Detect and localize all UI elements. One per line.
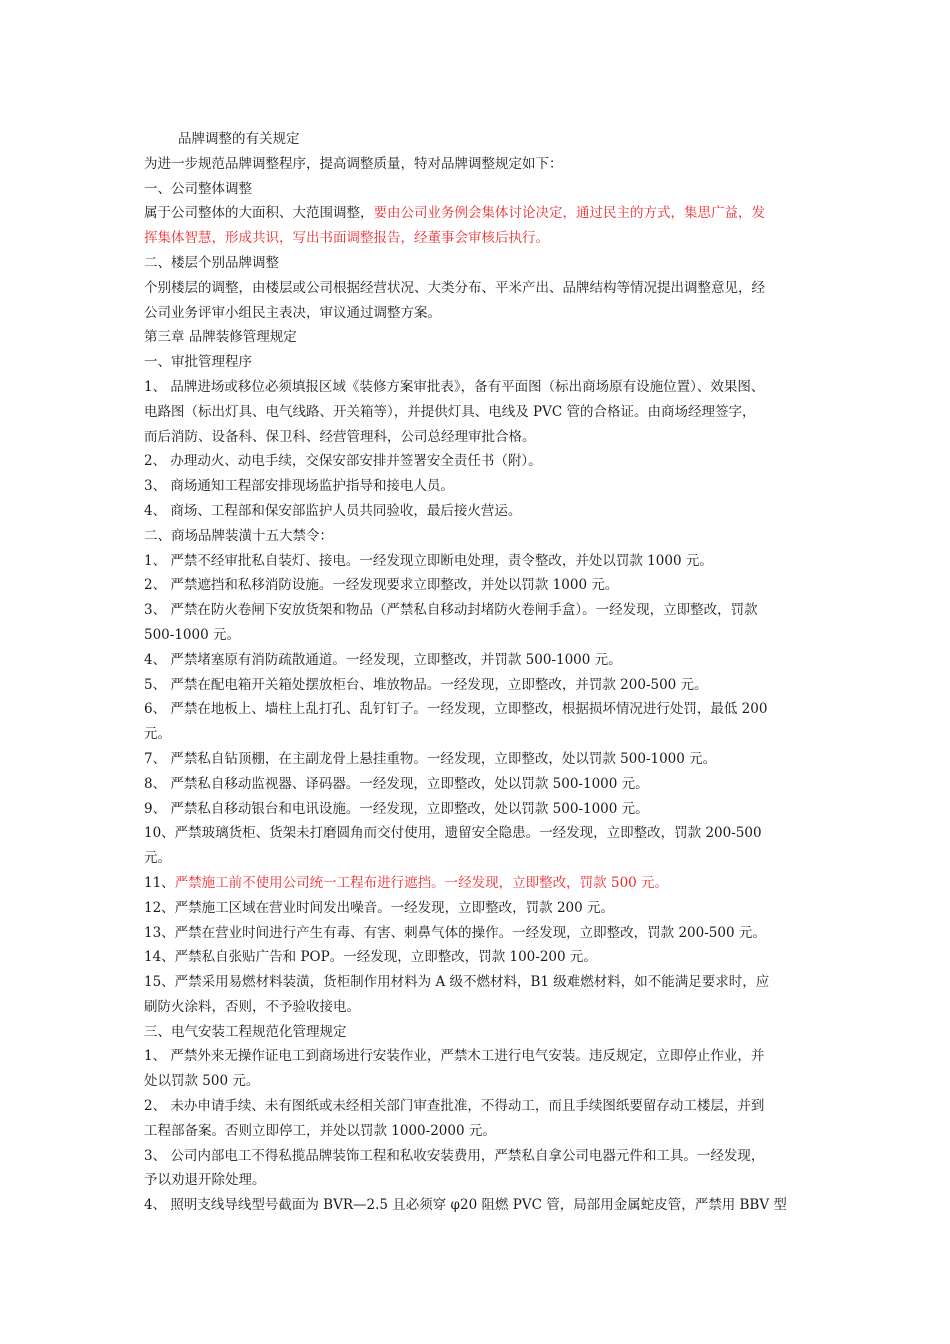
- text-segment: 13、严禁在营业时间进行产生有毒、有害、刺鼻气体的操作。一经发现，立即整改，罚款 200-500 元。: [144, 924, 766, 941]
- text-segment: 元。: [144, 726, 171, 743]
- text-segment: 500-1000 元。: [144, 626, 240, 643]
- text-line: [144, 797, 816, 822]
- text-segment: 6、 严禁在地板上、墙柱上乱打孔、乱钉钉子。一经发现，立即整改，根据损坏情况进行处罚，最低 200: [144, 701, 768, 718]
- text-line: [144, 896, 816, 921]
- text-segment: 电路图（标出灯具、电气线路、开关箱等），并提供灯具、电线及 PVC 管的合格证。由商场经理签字，: [144, 403, 756, 420]
- text-segment: 一、审批管理程序: [144, 354, 252, 371]
- highlighted-text: 严禁施工前不使用公司统一工程布进行遮挡。一经发现，立即整改，罚款 500 元。: [174, 874, 669, 891]
- text-line: [144, 747, 816, 772]
- text-line: [144, 673, 816, 698]
- text-line: [144, 177, 816, 202]
- text-line: [144, 921, 816, 946]
- text-segment: 三、电气安装工程规范化管理规定: [144, 1023, 347, 1040]
- text-segment: 属于公司整体的大面积、大范围调整，: [144, 205, 374, 222]
- text-line: [144, 375, 816, 400]
- document-body: [144, 152, 816, 1218]
- text-segment: 第三章 品牌装修管理规定: [144, 329, 297, 346]
- text-segment: 10、严禁玻璃货柜、货架未打磨圆角而交付使用，遗留安全隐患。一经发现，立即整改，罚款 200-500: [144, 825, 762, 842]
- text-segment: 元。: [144, 850, 171, 867]
- text-line: [144, 821, 816, 846]
- text-segment: 2、 未办申请手续、未有图纸或未经相关部门审查批准，不得动工，而且手续图纸要留存动工楼层，并到: [144, 1098, 765, 1115]
- text-line: [144, 846, 816, 871]
- text-segment: 1、 严禁外来无操作证电工到商场进行安装作业，严禁木工进行电气安装。违反规定，立即停止作业，并: [144, 1048, 765, 1065]
- text-segment: 3、 商场通知工程部安排现场监护指导和接电人员。: [144, 478, 454, 495]
- text-line: [144, 474, 816, 499]
- text-line: [144, 573, 816, 598]
- text-segment: 14、严禁私自张贴广告和 POP。一经发现，立即整改，罚款 100-200 元。: [144, 949, 597, 966]
- text-segment: 1、 严禁不经审批私自装灯、接电。一经发现立即断电处理，责令整改，并处以罚款 1000 元。: [144, 552, 713, 569]
- text-segment: 12、严禁施工区域在营业时间发出噪音。一经发现，立即整改，罚款 200 元。: [144, 899, 615, 916]
- text-segment: 2、 办理动火、动电手续，交保安部安排并签署安全责任书（附）。: [144, 453, 542, 470]
- text-line: [144, 549, 816, 574]
- text-line: [144, 301, 816, 326]
- document-title: 品牌调整的有关规定: [178, 131, 300, 147]
- text-segment: 一、公司整体调整: [144, 180, 252, 197]
- text-segment: 8、 严禁私自移动监视器、译码器。一经发现，立即整改，处以罚款 500-1000 元。: [144, 775, 649, 792]
- text-line: [144, 449, 816, 474]
- text-line: [144, 722, 816, 747]
- text-line: [144, 1094, 816, 1119]
- highlighted-text: 要由公司业务例会集体讨论决定，通过民主的方式，集思广益，发: [373, 205, 765, 222]
- text-segment: 15、严禁采用易燃材料装潢，货柜制作用材料为 A 级不燃材料，B1 级难燃材料，如不能满足要求时，应: [144, 974, 770, 991]
- text-segment: 2、 严禁遮挡和私移消防设施。一经发现要求立即整改，并处以罚款 1000 元。: [144, 577, 619, 594]
- text-segment: 工程部备案。否则立即停工，并处以罚款 1000-2000 元。: [144, 1122, 496, 1139]
- highlighted-text: 挥集体智慧，形成共识，写出书面调整报告，经董事会审核后执行。: [144, 230, 549, 247]
- document-page: [144, 127, 816, 1218]
- text-segment: 1、 品牌进场或移位必须填报区域《装修方案审批表》，备有平面图（标出商场原有设施位置）、效果图、: [144, 378, 765, 395]
- text-segment: 7、 严禁私自钻顶棚，在主副龙骨上悬挂重物。一经发现，立即整改，处以罚款 500-1000 元。: [144, 750, 717, 767]
- text-line: [144, 1168, 816, 1193]
- text-segment: 刷防火涂料，否则，不予验收接电。: [144, 998, 360, 1015]
- text-line: [144, 697, 816, 722]
- text-line: [144, 226, 816, 251]
- text-line: [144, 871, 816, 896]
- text-line: [144, 251, 816, 276]
- text-segment: 而后消防、设备科、保卫科、经营管理科，公司总经理审批合格。: [144, 428, 536, 445]
- text-line: [144, 1193, 816, 1218]
- text-line: [144, 623, 816, 648]
- text-line: [144, 325, 816, 350]
- text-segment: 为进一步规范品牌调整程序，提高调整质量，特对品牌调整规定如下：: [144, 155, 563, 172]
- text-line: [144, 1144, 816, 1169]
- text-line: [144, 152, 816, 177]
- text-line: [144, 1069, 816, 1094]
- text-line: [144, 524, 816, 549]
- text-line: [144, 1044, 816, 1069]
- text-line: [144, 648, 816, 673]
- text-segment: 4、 照明支线导线型号截面为 BVR—2.5 且必须穿 φ20 阻燃 PVC 管，局部用金属蛇皮管，严禁用 BBV 型: [144, 1197, 787, 1214]
- text-line: [144, 350, 816, 375]
- text-segment: 二、商场品牌装潢十五大禁令：: [144, 527, 333, 544]
- text-segment: 予以劝退开除处理。: [144, 1172, 266, 1189]
- text-segment: 个别楼层的调整，由楼层或公司根据经营状况、大类分布、平米产出、品牌结构等情况提出调整意见，经: [144, 279, 765, 296]
- text-segment: 3、 公司内部电工不得私揽品牌装饰工程和私收安装费用，严禁私自拿公司电器元件和工具。一经发现，: [144, 1147, 765, 1164]
- text-segment: 公司业务评审小组民主表决，审议通过调整方案。: [144, 304, 441, 321]
- text-segment: 4、 严禁堵塞原有消防疏散通道。一经发现，立即整改，并罚款 500-1000 元。: [144, 651, 622, 668]
- text-line: [144, 1020, 816, 1045]
- text-segment: 3、 严禁在防火卷闸下安放货架和物品（严禁私自移动封堵防火卷闸手盒）。一经发现，立即整改，罚款: [144, 602, 758, 619]
- text-line: [144, 425, 816, 450]
- text-line: [144, 772, 816, 797]
- text-segment: 11、: [144, 874, 175, 891]
- text-segment: 9、 严禁私自移动银台和电讯设施。一经发现，立即整改，处以罚款 500-1000 元。: [144, 800, 649, 817]
- text-line: [144, 995, 816, 1020]
- text-line: [144, 400, 816, 425]
- text-line: [144, 499, 816, 524]
- text-line: [144, 1119, 816, 1144]
- text-line: [144, 970, 816, 995]
- text-segment: 4、 商场、工程部和保安部监护人员共同验收，最后接火营运。: [144, 502, 522, 519]
- text-segment: 二、楼层个别品牌调整: [144, 254, 279, 271]
- text-line: [144, 276, 816, 301]
- text-segment: 处以罚款 500 元。: [144, 1073, 260, 1090]
- text-line: [144, 201, 816, 226]
- text-line: [144, 598, 816, 623]
- text-segment: 5、 严禁在配电箱开关箱处摆放柜台、堆放物品。一经发现，立即整改，并罚款 200-500 元。: [144, 676, 708, 693]
- text-line: [144, 945, 816, 970]
